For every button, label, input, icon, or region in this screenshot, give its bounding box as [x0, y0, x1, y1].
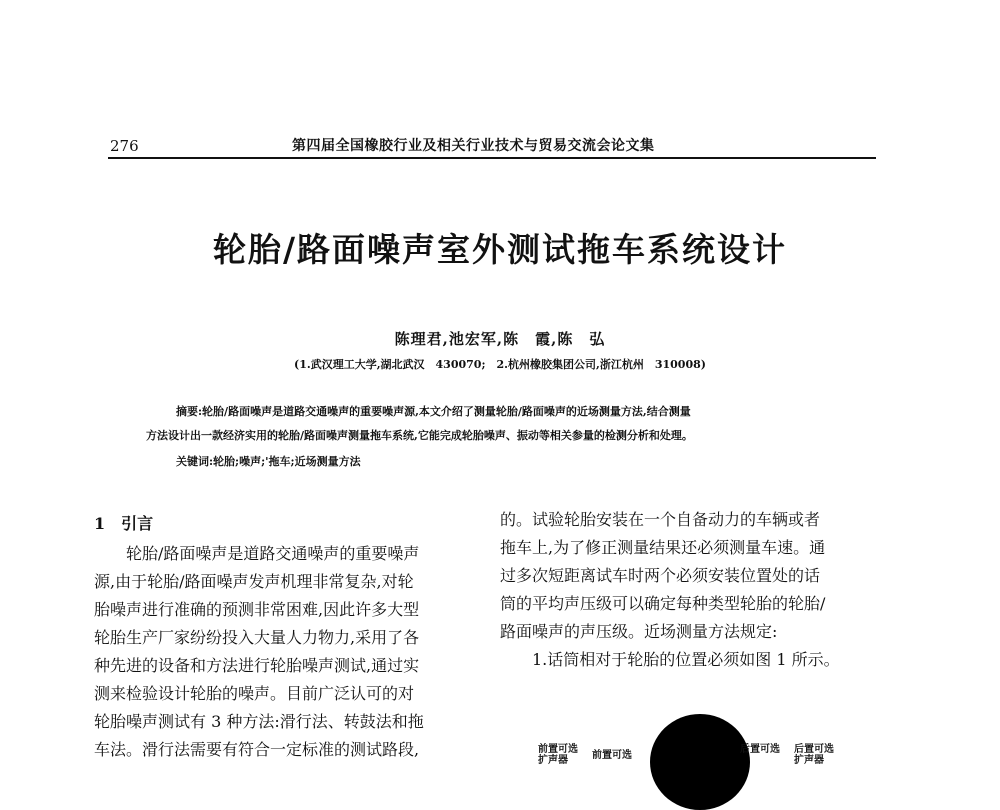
section-heading: 1 引言 — [94, 514, 154, 533]
body-line: 车法。滑行法需要有符合一定标准的测试路段, — [94, 740, 420, 759]
body-line: 路面噪声的声压级。近场测量方法规定: — [500, 622, 778, 641]
body-line: 源,由于轮胎/路面噪声发声机理非常复杂,对轮 — [94, 572, 414, 591]
abstract-line: 方法设计出一款经济实用的轮胎/路面噪声测量拖车系统,它能完成轮胎噪声、振动等相关参量的检测分析和处理。 — [146, 429, 693, 442]
running-header: 第四届全国橡胶行业及相关行业技术与贸易交流会论文集 — [292, 138, 655, 154]
figure-label: 后置可选 — [740, 744, 780, 755]
body-line: 胎噪声进行准确的预测非常困难,因此许多大型 — [94, 600, 420, 619]
page-number: 276 — [110, 137, 139, 155]
body-line: 种先进的设备和方法进行轮胎噪声测试,通过实 — [94, 656, 420, 675]
header-rule — [108, 157, 876, 159]
body-line: 轮胎/路面噪声是道路交通噪声的重要噪声 — [126, 544, 420, 563]
paper-title: 轮胎/路面噪声室外测试拖车系统设计 — [212, 230, 788, 269]
abstract-line: 摘要:轮胎/路面噪声是道路交通噪声的重要噪声源,本文介绍了测量轮胎/路面噪声的近场测量方法,结合测量 — [176, 405, 691, 418]
left-column — [94, 540, 472, 764]
figure-label: 后置可选 扩声器 — [794, 744, 834, 766]
body-line: 的。试验轮胎安装在一个自备动力的车辆或者 — [500, 510, 821, 529]
body-line: 拖车上,为了修正测量结果还必须测量车速。通 — [500, 538, 826, 557]
body-line: 轮胎噪声测试有 3 种方法:滑行法、转鼓法和拖 — [94, 712, 424, 731]
figure-1 — [530, 712, 870, 772]
body-line: 过多次短距离试车时两个必须安装位置处的话 — [500, 566, 821, 585]
body-line: 轮胎生产厂家纷纷投入大量人力物力,采用了各 — [94, 628, 420, 647]
figure-label: 前置可选 扩声器 — [538, 744, 578, 766]
author-list: 陈理君,池宏军,陈 霞,陈 弘 — [394, 330, 606, 348]
body-line: 筒的平均声压级可以确定每种类型轮胎的轮胎/ — [500, 594, 826, 613]
body-line: 1.话筒相对于轮胎的位置必须如图 1 所示。 — [532, 650, 840, 669]
affiliation: (1.武汉理工大学,湖北武汉 430070; 2.杭州橡胶集团公司,浙江杭州 310008) — [294, 358, 706, 371]
tire-shape — [650, 714, 750, 810]
figure-label: 前置可选 — [592, 750, 632, 761]
keywords: 关键词:轮胎;噪声;'拖车;近场测量方法 — [176, 455, 361, 468]
right-column — [500, 506, 880, 674]
body-line: 测来检验设计轮胎的噪声。目前广泛认可的对 — [94, 684, 415, 703]
